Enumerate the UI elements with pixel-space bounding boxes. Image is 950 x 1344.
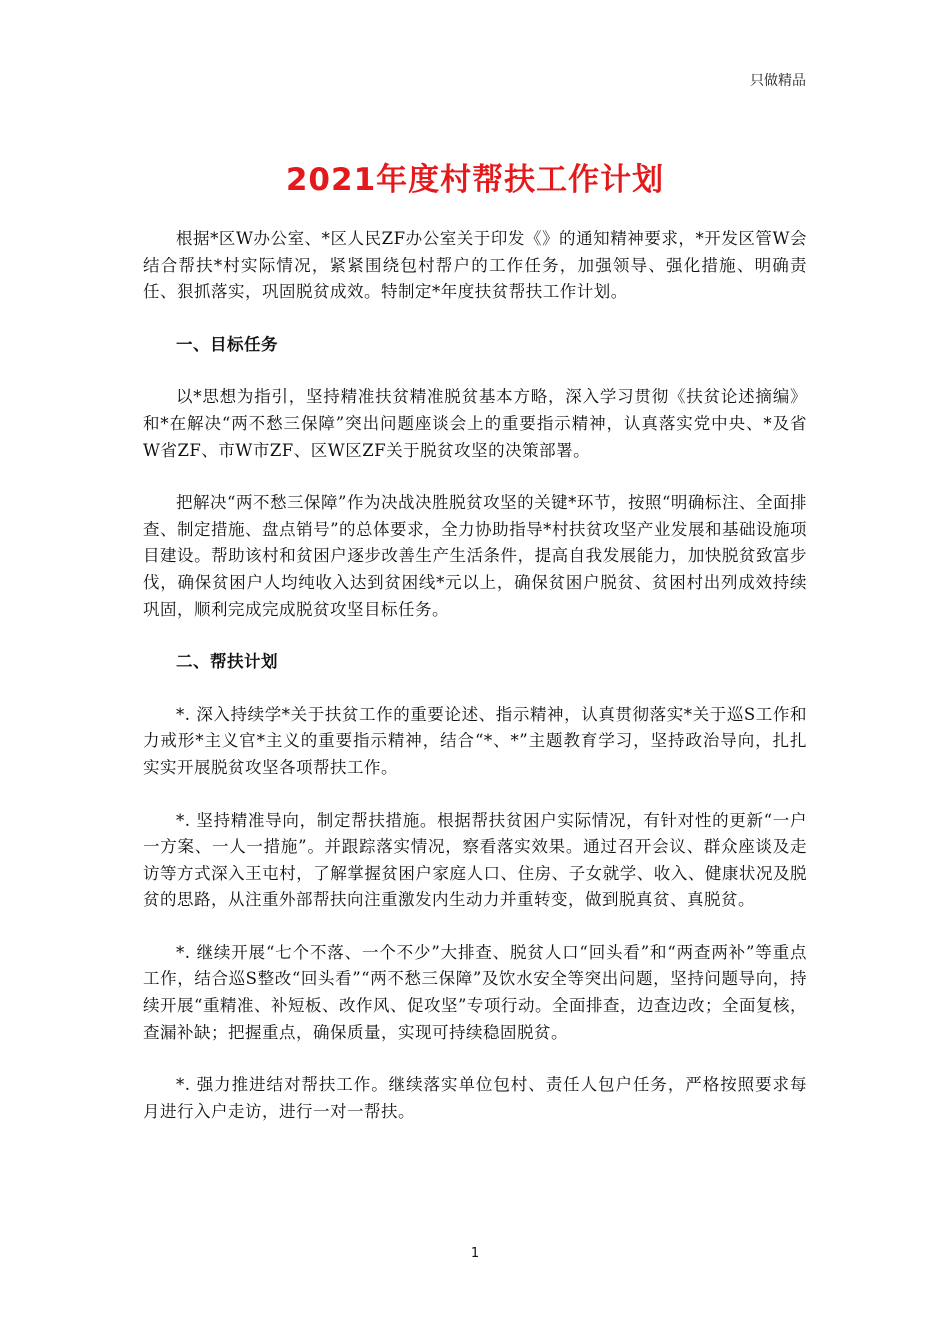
section-heading-plan: 二、帮扶计划 bbox=[176, 652, 278, 672]
document-body bbox=[143, 226, 807, 1125]
intro-paragraph: 根据*区W办公室、*区人民ZF办公室关于印发《》的通知精神要求，*开发区管W会结合帮扶*村实际情况，紧紧围绕包村帮户的工作任务，加强领导、强化措施、明确责任、狠抓落实，巩固脱贫成效。特制定*年度扶贫帮扶工作计划。 bbox=[143, 229, 807, 302]
plan-paragraph-4: *. 强力推进结对帮扶工作。继续落实单位包村、责任人包户任务，严格按照要求每月进行入户走访，进行一对一帮扶。 bbox=[143, 1075, 807, 1121]
plan-paragraph-1: *. 深入持续学*关于扶贫工作的重要论述、指示精神，认真贯彻落实*关于巡S工作和力戒形*主义官*主义的重要指示精神，结合“*、*”主题教育学习，坚持政治导向，扎扎实实开展脱贫攻坚各项帮扶工作。 bbox=[143, 704, 807, 777]
goals-paragraph-2: 把解决“两不愁三保障”作为决战决胜脱贫攻坚的关键*环节，按照“明确标注、全面排查、制定措施、盘点销号”的总体要求，全力协助指导*村扶贫攻坚产业发展和基础设施项目建设。帮助该村和贫困户逐步改善生产生活条件，提高自我发展能力，加快脱贫致富步伐，确保贫困户人均纯收入达到贫困线*元以上，确保贫困户脱贫、贫困村出列成效持续巩固，顺利完成完成脱贫攻坚目标任务。 bbox=[143, 493, 807, 619]
section-heading-goals: 一、目标任务 bbox=[176, 334, 278, 354]
plan-paragraph-3: *. 继续开展“七个不落、一个不少”大排查、脱贫人口“回头看”和“两查两补”等重点工作，结合巡S整改“回头看”“两不愁三保障”及饮水安全等突出问题，坚持问题导向，持续开展“重精准、补短板、改作风、促攻坚”专项行动。全面排查，边查边改；全面复核，查漏补缺；把握重点，确保质量，实现可持续稳固脱贫。 bbox=[143, 942, 807, 1042]
header-tag: 只做精品 bbox=[750, 73, 806, 89]
goals-paragraph-1: 以*思想为指引，坚持精准扶贫精准脱贫基本方略，深入学习贯彻《扶贫论述摘编》和*在解决“两不愁三保障”突出问题座谈会上的重要指示精神，认真落实党中央、*及省W省ZF、市W市ZF、区W区ZF关于脱贫攻坚的决策部署。 bbox=[143, 387, 807, 460]
plan-paragraph-2: *. 坚持精准导向，制定帮扶措施。根据帮扶贫困户实际情况，有针对性的更新“一户一方案、一人一措施”。并跟踪落实情况，察看落实效果。通过召开会议、群众座谈及走访等方式深入王屯村，了解掌握贫困户家庭人口、住房、子女就学、收入、健康状况及脱贫的思路，从注重外部帮扶向注重激发内生动力并重转变，做到脱真贫、真脱贫。 bbox=[143, 810, 807, 910]
page-number: 1 bbox=[470, 1246, 480, 1261]
document-title: 2021年度村帮扶工作计划 bbox=[285, 162, 665, 198]
